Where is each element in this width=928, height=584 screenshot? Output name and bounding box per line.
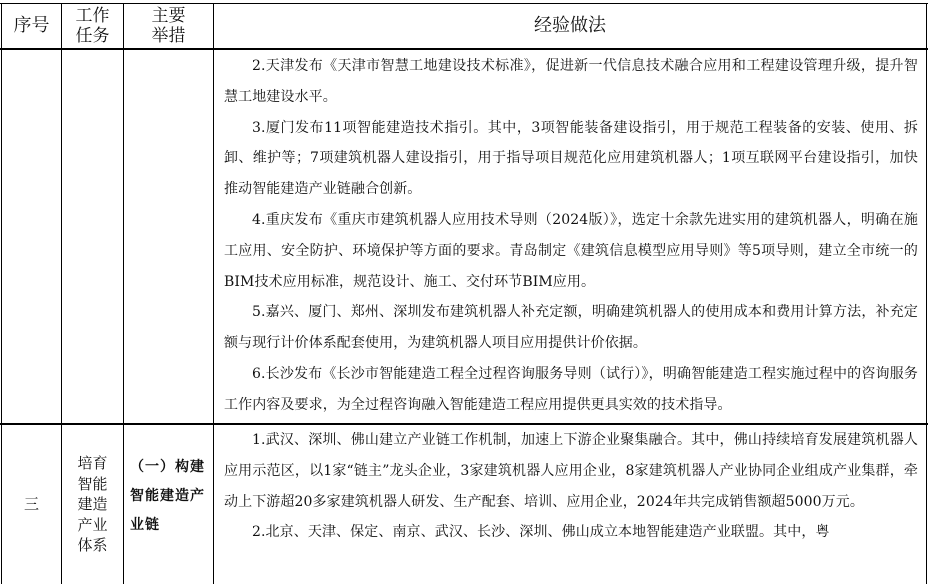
header-practice: 经验做法 [534,15,606,36]
header-task: 工作任务 [75,6,110,46]
row1-measure-cell [124,50,213,423]
practice-paragraph: 3.厦门发布11项智能建造技术指引。其中，3项智能装备建设指引，用于规范工程装备的安装、使用、拆卸、维护等；7项建筑机器人建设指引，用于指导项目规范化应用建筑机器人；1项互联网平台建设指引，加快推动智能建造产业链融合创新。 [224,119,918,198]
table-border-right [926,3,927,584]
header-seq: 序号 [13,15,50,36]
row2-practice-cell [214,425,926,548]
row1-task-cell [62,50,123,423]
practice-paragraph: 1.武汉、深圳、佛山建立产业链工作机制，加速上下游企业聚集融合。其中，佛山持续培育发展建筑机器人应用示范区，以1家“链主”龙头企业，3家建筑机器人应用企业，8家建筑机器人产业协同企业组成产业集群，牵动上下游超20多家建筑机器人研发、生产配套、培训、应用企业，2024年共完成销售额超5000万元。 [224,432,918,510]
practice-paragraph: 5.嘉兴、厦门、郑州、深圳发布建筑机器人补充定额，明确建筑机器人的使用成本和费用计算方法，补充定额与现行计价体系配套使用，为建筑机器人项目应用提供计价依据。 [224,304,918,352]
practice-paragraph: 2.天津发布《天津市智慧工地建设技术标准》，促进新一代信息技术融合应用和工程建设管理升级，提升智慧工地建设水平。 [224,58,918,105]
practice-paragraph: 4.重庆发布《重庆市建筑机器人应用技术导则（2024版）》，选定十余款先进实用的建筑机器人，明确在施工应用、安全防护、环境保护等方面的要求。青岛制定《建筑信息模型应用导则》等5项导则，建立全市统一的BIM技术应用标准，规范设计、施工、交付环节BIM应用。 [224,211,918,290]
row2-seq-cell: 三 [23,495,39,514]
header-measure: 主要举措 [151,6,186,46]
row1-practice-cell [214,51,926,421]
row2-measure-cell: （一）构建智能建造产业链 [130,459,205,533]
row1-seq-cell [2,50,61,423]
row2-task-cell: 培育智能建造产业体系 [77,454,108,555]
practice-paragraph: 6.长沙发布《长沙市智能建造工程全过程咨询服务导则（试行）》，明确智能建造工程实施过程中的咨询服务工作内容及要求，为全过程咨询融入智能建造工程应用提供更具实效的技术指导。 [224,365,918,413]
practice-paragraph: 2.北京、天津、保定、南京、武汉、长沙、深圳、佛山成立本地智能建造产业联盟。其中，粤 [252,524,830,541]
